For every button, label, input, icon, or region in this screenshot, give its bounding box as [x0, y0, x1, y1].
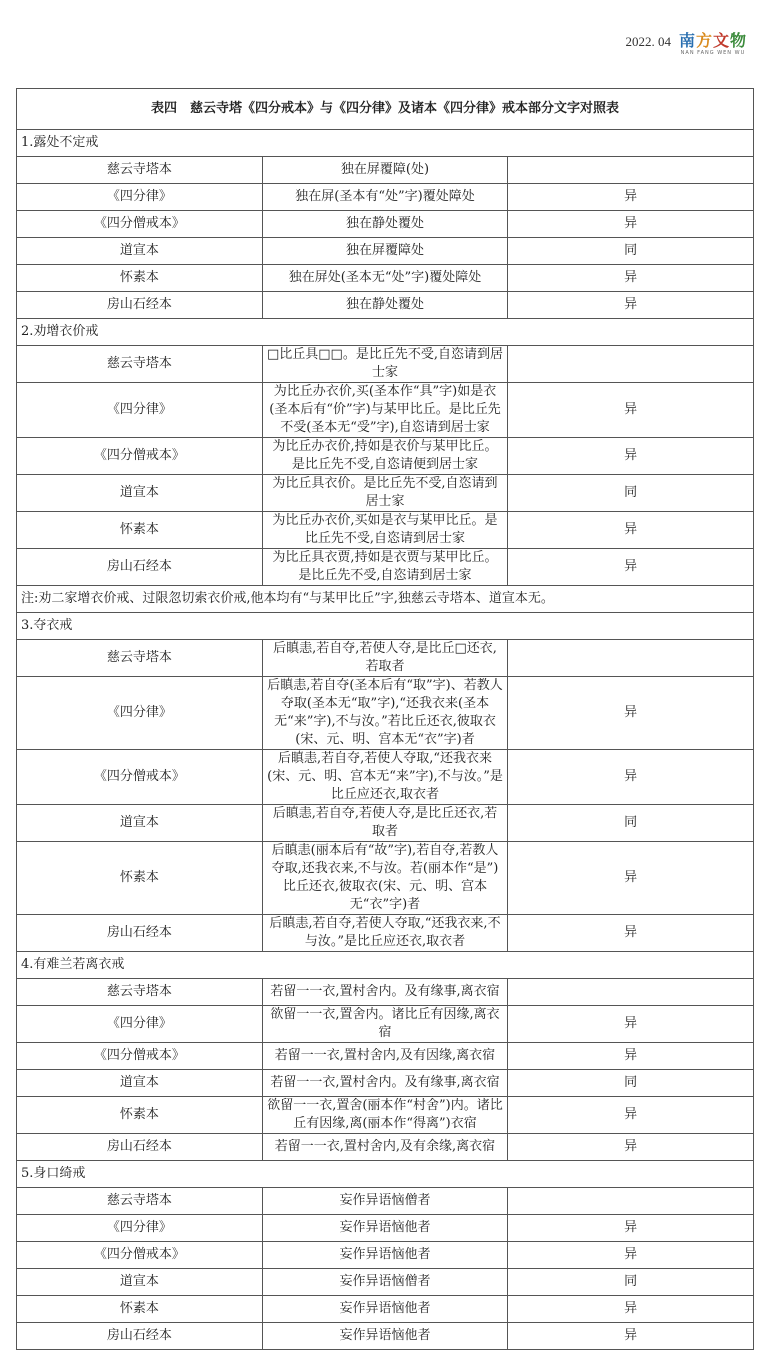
variant-text: 为比丘办衣价,买如是衣与某甲比丘。是比丘先不受,自恣请到居士家	[262, 512, 508, 549]
variant-text: 妄作异语恼僧者	[262, 1188, 508, 1215]
variant-text: 独在屏覆障处	[262, 238, 508, 265]
version-label: 道宣本	[17, 238, 263, 265]
version-label: 慈云寺塔本	[17, 979, 263, 1006]
table-row	[17, 1323, 754, 1350]
section-heading: 5.身口绮戒	[17, 1161, 754, 1188]
variant-text: 若留一一衣,置村舍内,及有余缘,离衣宿	[262, 1134, 508, 1161]
table-row	[17, 915, 754, 952]
comparison-mark: 异	[508, 677, 754, 750]
version-label: 《四分律》	[17, 677, 263, 750]
comparison-mark: 异	[508, 915, 754, 952]
comparison-mark: 同	[508, 1070, 754, 1097]
variant-text: 妄作异语恼他者	[262, 1215, 508, 1242]
version-label: 房山石经本	[17, 915, 263, 952]
comparison-mark: 异	[508, 750, 754, 805]
variant-text: 后瞋恚,若自夺,若使人夺,是比丘还衣,若取者	[262, 805, 508, 842]
comparison-mark	[508, 346, 754, 383]
variant-text: 欲留一一衣,置舍内。诸比丘有因缘,离衣宿	[262, 1006, 508, 1043]
page-header	[625, 32, 747, 56]
variant-text: 独在静处覆处	[262, 211, 508, 238]
version-label: 怀素本	[17, 1097, 263, 1134]
variant-text: 独在屏(圣本有“处”字)覆处障处	[262, 184, 508, 211]
comparison-mark: 同	[508, 805, 754, 842]
journal-logo	[679, 32, 747, 56]
comparison-mark: 异	[508, 842, 754, 915]
variant-text: 后瞋恚,若自夺,若使人夺取,“还我衣来,不与汝。”是比丘应还衣,取衣者	[262, 915, 508, 952]
comparison-mark: 异	[508, 1043, 754, 1070]
variant-text: 后瞋恚,若自夺(圣本后有“取”字)、若教人夺取(圣本无“取”字),“还我衣来(圣本无“来”字),不与汝。”若比丘还衣,彼取衣(宋、元、明、宫本无“衣”字)者	[262, 677, 508, 750]
version-label: 怀素本	[17, 1296, 263, 1323]
comparison-mark: 同	[508, 1269, 754, 1296]
table-row	[17, 512, 754, 549]
variant-text: 妄作异语恼僧者	[262, 1269, 508, 1296]
comparison-mark: 异	[508, 1097, 754, 1134]
section-heading: 1.露处不定戒	[17, 130, 754, 157]
version-label: 《四分律》	[17, 1006, 263, 1043]
table-row	[17, 157, 754, 184]
comparison-mark: 异	[508, 438, 754, 475]
comparison-mark: 同	[508, 238, 754, 265]
version-label: 慈云寺塔本	[17, 640, 263, 677]
comparison-mark: 异	[508, 1242, 754, 1269]
table-row	[17, 677, 754, 750]
variant-text: 妄作异语恼他者	[262, 1242, 508, 1269]
table-row	[17, 211, 754, 238]
version-label: 《四分僧戒本》	[17, 1242, 263, 1269]
comparison-mark: 异	[508, 184, 754, 211]
version-label: 房山石经本	[17, 1323, 263, 1350]
table-row	[17, 640, 754, 677]
version-label: 房山石经本	[17, 1134, 263, 1161]
version-label: 道宣本	[17, 475, 263, 512]
table-row	[17, 438, 754, 475]
variant-text: 后瞋恚,若自夺,若使人夺取,“还我衣来(宋、元、明、宫本无“来”字),不与汝。”是比丘应还衣,取衣者	[262, 750, 508, 805]
table-row	[17, 805, 754, 842]
variant-text: 独在屏处(圣本无“处”字)覆处障处	[262, 265, 508, 292]
comparison-mark	[508, 157, 754, 184]
table-row	[17, 1269, 754, 1296]
table-caption: 表四 慈云寺塔《四分戒本》与《四分律》及诸本《四分律》戒本部分文字对照表	[17, 89, 754, 130]
table-row	[17, 238, 754, 265]
logo-char: 文	[712, 31, 730, 50]
section-heading: 3.夺衣戒	[17, 613, 754, 640]
version-label: 道宣本	[17, 805, 263, 842]
comparison-mark: 异	[508, 265, 754, 292]
variant-text: 为比丘具衣贾,持如是衣贾与某甲比丘。是比丘先不受,自恣请到居士家	[262, 549, 508, 586]
variant-text: 后瞋恚(丽本后有“故”字),若自夺,若教人夺取,还我衣来,不与汝。若(丽本作“是”)比丘还衣,彼取衣(宋、元、明、宫本无“衣”字)者	[262, 842, 508, 915]
table-row	[17, 184, 754, 211]
version-label: 慈云寺塔本	[17, 1188, 263, 1215]
version-label: 《四分律》	[17, 184, 263, 211]
table-row	[17, 292, 754, 319]
version-label: 《四分僧戒本》	[17, 750, 263, 805]
version-label: 《四分律》	[17, 383, 263, 438]
table-row	[17, 1097, 754, 1134]
version-label: 怀素本	[17, 265, 263, 292]
section-heading: 4.有难兰若离衣戒	[17, 952, 754, 979]
logo-char: 南	[678, 31, 696, 50]
section-heading: 2.劝增衣价戒	[17, 319, 754, 346]
table-row	[17, 1296, 754, 1323]
comparison-mark: 异	[508, 1323, 754, 1350]
table-row	[17, 1188, 754, 1215]
logo-pinyin: NAN FANG WEN WU	[680, 50, 746, 56]
version-label: 《四分律》	[17, 1215, 263, 1242]
comparison-mark	[508, 979, 754, 1006]
table-row	[17, 750, 754, 805]
comparison-mark: 异	[508, 549, 754, 586]
table-row	[17, 979, 754, 1006]
table-row	[17, 549, 754, 586]
table-note: 注:劝二家增衣价戒、过限忽切索衣价戒,他本均有“与某甲比丘”字,独慈云寺塔本、道宣本无。	[17, 586, 754, 613]
version-label: 房山石经本	[17, 292, 263, 319]
version-label: 房山石经本	[17, 549, 263, 586]
comparison-mark: 异	[508, 292, 754, 319]
variant-text: 妄作异语恼他者	[262, 1323, 508, 1350]
version-label: 慈云寺塔本	[17, 157, 263, 184]
comparison-mark: 异	[508, 1134, 754, 1161]
table-row	[17, 265, 754, 292]
comparison-mark	[508, 640, 754, 677]
table-row	[17, 842, 754, 915]
variant-text: 为比丘具衣价。是比丘先不受,自恣请到居士家	[262, 475, 508, 512]
comparison-table	[16, 88, 754, 1350]
variant-text: 独在屏覆障(处)	[262, 157, 508, 184]
comparison-mark: 异	[508, 512, 754, 549]
variant-text: 后瞋恚,若自夺,若使人夺,是比丘□还衣,若取者	[262, 640, 508, 677]
version-label: 《四分僧戒本》	[17, 1043, 263, 1070]
variant-text: 欲留一一衣,置舍(丽本作“村舍”)内。诸比丘有因缘,离(丽本作“得离”)衣宿	[262, 1097, 508, 1134]
comparison-mark: 异	[508, 1296, 754, 1323]
comparison-mark: 异	[508, 1215, 754, 1242]
version-label: 道宣本	[17, 1269, 263, 1296]
comparison-mark	[508, 1188, 754, 1215]
table-row	[17, 1215, 754, 1242]
variant-text: 独在静处覆处	[262, 292, 508, 319]
variant-text: 若留一一衣,置村舍内。及有缘事,离衣宿	[262, 979, 508, 1006]
logo-char: 方	[695, 31, 713, 50]
variant-text: 若留一一衣,置村舍内。及有缘事,离衣宿	[262, 1070, 508, 1097]
variant-text: 若留一一衣,置村舍内,及有因缘,离衣宿	[262, 1043, 508, 1070]
table-row	[17, 1006, 754, 1043]
variant-text: □比丘具□□。是比丘先不受,自恣请到居士家	[262, 346, 508, 383]
comparison-mark: 异	[508, 383, 754, 438]
logo-char: 物	[729, 31, 747, 50]
table-row	[17, 1242, 754, 1269]
variant-text: 为比丘办衣价,持如是衣价与某甲比丘。是比丘先不受,自恣请便到居士家	[262, 438, 508, 475]
table-row	[17, 383, 754, 438]
version-label: 慈云寺塔本	[17, 346, 263, 383]
comparison-mark: 同	[508, 475, 754, 512]
version-label: 怀素本	[17, 842, 263, 915]
table-row	[17, 346, 754, 383]
table-row	[17, 475, 754, 512]
table-row	[17, 1070, 754, 1097]
comparison-mark: 异	[508, 211, 754, 238]
variant-text: 妄作异语恼他者	[262, 1296, 508, 1323]
table-row	[17, 1134, 754, 1161]
version-label: 道宣本	[17, 1070, 263, 1097]
version-label: 怀素本	[17, 512, 263, 549]
issue-number: 2022. 04	[625, 34, 671, 49]
comparison-mark: 异	[508, 1006, 754, 1043]
version-label: 《四分僧戒本》	[17, 211, 263, 238]
variant-text: 为比丘办衣价,买(圣本作“具”字)如是衣(圣本后有“价”字)与某甲比丘。是比丘先不受(圣本无“受”字),自恣请到居士家	[262, 383, 508, 438]
version-label: 《四分僧戒本》	[17, 438, 263, 475]
table-row	[17, 1043, 754, 1070]
